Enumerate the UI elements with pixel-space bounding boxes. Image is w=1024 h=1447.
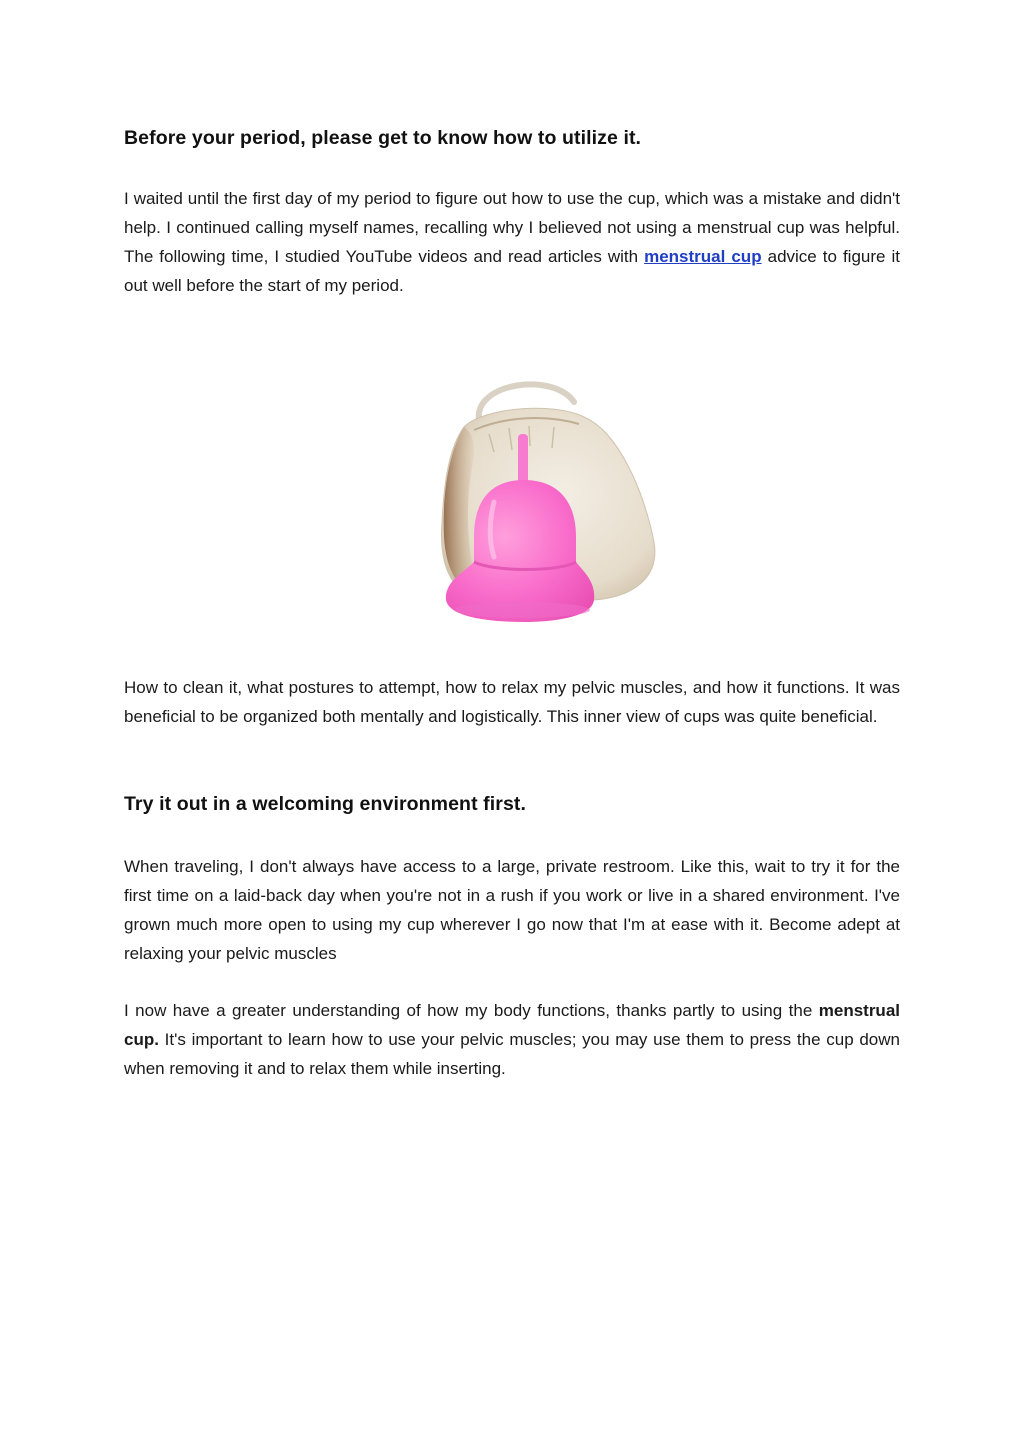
section-heading-welcoming-environment: Try it out in a welcoming environment first. (124, 793, 527, 815)
paragraph-body-functions (124, 996, 900, 1083)
section-heading-before-period: Before your period, please get to know how to utilize it. (124, 127, 642, 149)
menstrual-cup-link[interactable]: menstrual cup (644, 247, 762, 266)
menstrual-cup-bold-text: menstrual cup. (124, 1001, 900, 1049)
paragraph-text: advice to figure it out well before the start of my period. (124, 247, 900, 295)
paragraph-first-day (124, 184, 900, 300)
paragraph-text: It's important to learn how to use your pelvic muscles; you may use them to press the cup down when removing it and to relax them while inserting. (124, 1030, 900, 1078)
menstrual-cup-with-pouch-image (434, 372, 664, 622)
cup-base (454, 602, 590, 618)
paragraph-how-to-clean: How to clean it, what postures to attempt, how to relax my pelvic muscles, and how it functions. It was beneficial to be organized both mentally and logistically. This inner view of cups was quite beneficial. (124, 678, 900, 726)
paragraph-traveling: When traveling, I don't always have access to a large, private restroom. Like this, wait to try it for the first time on a laid-back day when you're not in a rush if you work or live in a shared environment. I've grown much more open to using my cup wherever I go now that I'm at ease with it. Become adept at relaxing your pelvic muscles (124, 857, 900, 963)
paragraph-text: I waited until the first day of my period to figure out how to use the cup, which was a mistake and didn't help. I continued calling myself names, recalling why I believed not using a menstrual cup was helpful. The following time, I studied YouTube videos and read articles with (124, 189, 900, 266)
paragraph-text: I now have a greater understanding of how my body functions, thanks partly to using the (124, 1001, 819, 1020)
